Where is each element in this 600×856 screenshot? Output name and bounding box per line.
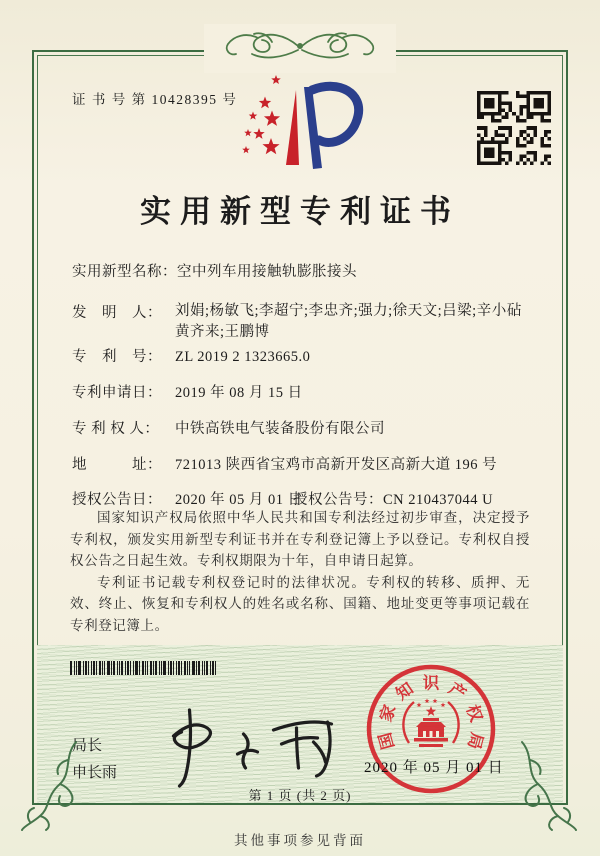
field-row-patent-no: [72, 345, 310, 366]
field-label-name: 实用新型名称：: [72, 264, 177, 280]
field-value-patentee: 中铁高铁电气装备股份有限公司: [175, 421, 385, 437]
national-emblem-icon: [403, 698, 458, 747]
svg-text:局: 局: [464, 730, 487, 752]
svg-text:权: 权: [462, 702, 486, 725]
certificate-title: 实用新型专利证书: [140, 194, 460, 229]
field-row-filing-date: [72, 381, 303, 402]
field-label-patent-no: 专 利 号：: [72, 349, 162, 365]
cnipa-logo-icon: [240, 72, 370, 192]
field-row-patentee: [72, 417, 385, 438]
field-value-address: 721013 陕西省宝鸡市高新开发区高新大道 196 号: [175, 457, 498, 473]
svg-text:产: 产: [445, 678, 470, 704]
field-label-grant-no: 授权公告号：: [293, 492, 383, 508]
legal-text-block: [70, 507, 530, 636]
field-label-inventors: 发 明 人：: [72, 305, 162, 321]
field-label-grant-date: 授权公告日：: [72, 492, 162, 508]
svg-text:识: 识: [422, 673, 440, 693]
logo-blue-stem: [304, 87, 322, 169]
logo-red-wedge: [286, 90, 299, 165]
field-value-patent-no: ZL 2019 2 1323665.0: [175, 349, 311, 365]
floral-ornament-bottom-right: [512, 738, 582, 838]
back-side-note: 其他事项参见背面: [234, 833, 366, 848]
director-title: 局长: [72, 737, 103, 754]
certificate-number: 证 书 号 第 10428395 号: [72, 92, 238, 107]
barcode-icon: [70, 661, 220, 680]
svg-text:知: 知: [392, 678, 417, 704]
field-value-name: 空中列车用接触轨膨胀接头: [177, 264, 357, 280]
logo-blue-bowl: [312, 86, 359, 142]
svg-text:国: 国: [375, 730, 398, 752]
field-label-filing-date: 专利申请日：: [72, 385, 162, 401]
field-value-grant-date: 2020 年 05 月 01 日: [175, 492, 303, 508]
field-row-grant: [72, 488, 532, 509]
qr-code-icon: [477, 91, 551, 170]
field-row-name: [72, 260, 357, 281]
field-value-inventors-line1: 刘娟;杨敏飞;李超宁;李忠齐;强力;徐天文;吕梁;辛小砧: [175, 303, 522, 319]
floral-ornament-top: [204, 24, 396, 73]
logo-stars: [242, 75, 281, 154]
page-number: 第 1 页 (共 2 页): [248, 788, 352, 803]
emblem-stars: [417, 698, 446, 716]
grant-seal-date: 2020 年 05 月 01 日: [364, 760, 504, 776]
field-group-grant-no: [293, 488, 493, 509]
field-row-inventors: [72, 301, 522, 343]
floral-ornament-bottom-left: [16, 738, 86, 838]
director-signature: [143, 696, 358, 796]
field-label-address: 地 址：: [72, 457, 162, 473]
director-name: 申长雨: [72, 764, 118, 781]
field-value-inventors-line2: 黄齐来;王鹏博: [175, 324, 270, 340]
field-value-grant-no: CN 210437044 U: [383, 492, 494, 508]
field-row-address: [72, 453, 497, 474]
legal-paragraph-2: 专利证书记载专利权登记时的法律状况。专利权的转移、质押、无效、终止、恢复和专利权人的姓名或名称、国籍、地址变更等事项记载在专利登记簿上。: [70, 574, 530, 633]
legal-paragraph-1: 国家知识产权局依照中华人民共和国专利法经过初步审查，决定授予专利权，颁发实用新型专利证书并在专利登记簿上予以登记。专利权自授权公告之日起生效。专利权期限为十年，自申请日起算。: [70, 510, 530, 568]
field-label-patentee: 专 利 权 人：: [72, 421, 160, 437]
svg-text:家: 家: [376, 702, 400, 725]
field-value-filing-date: 2019 年 08 月 15 日: [175, 385, 303, 401]
